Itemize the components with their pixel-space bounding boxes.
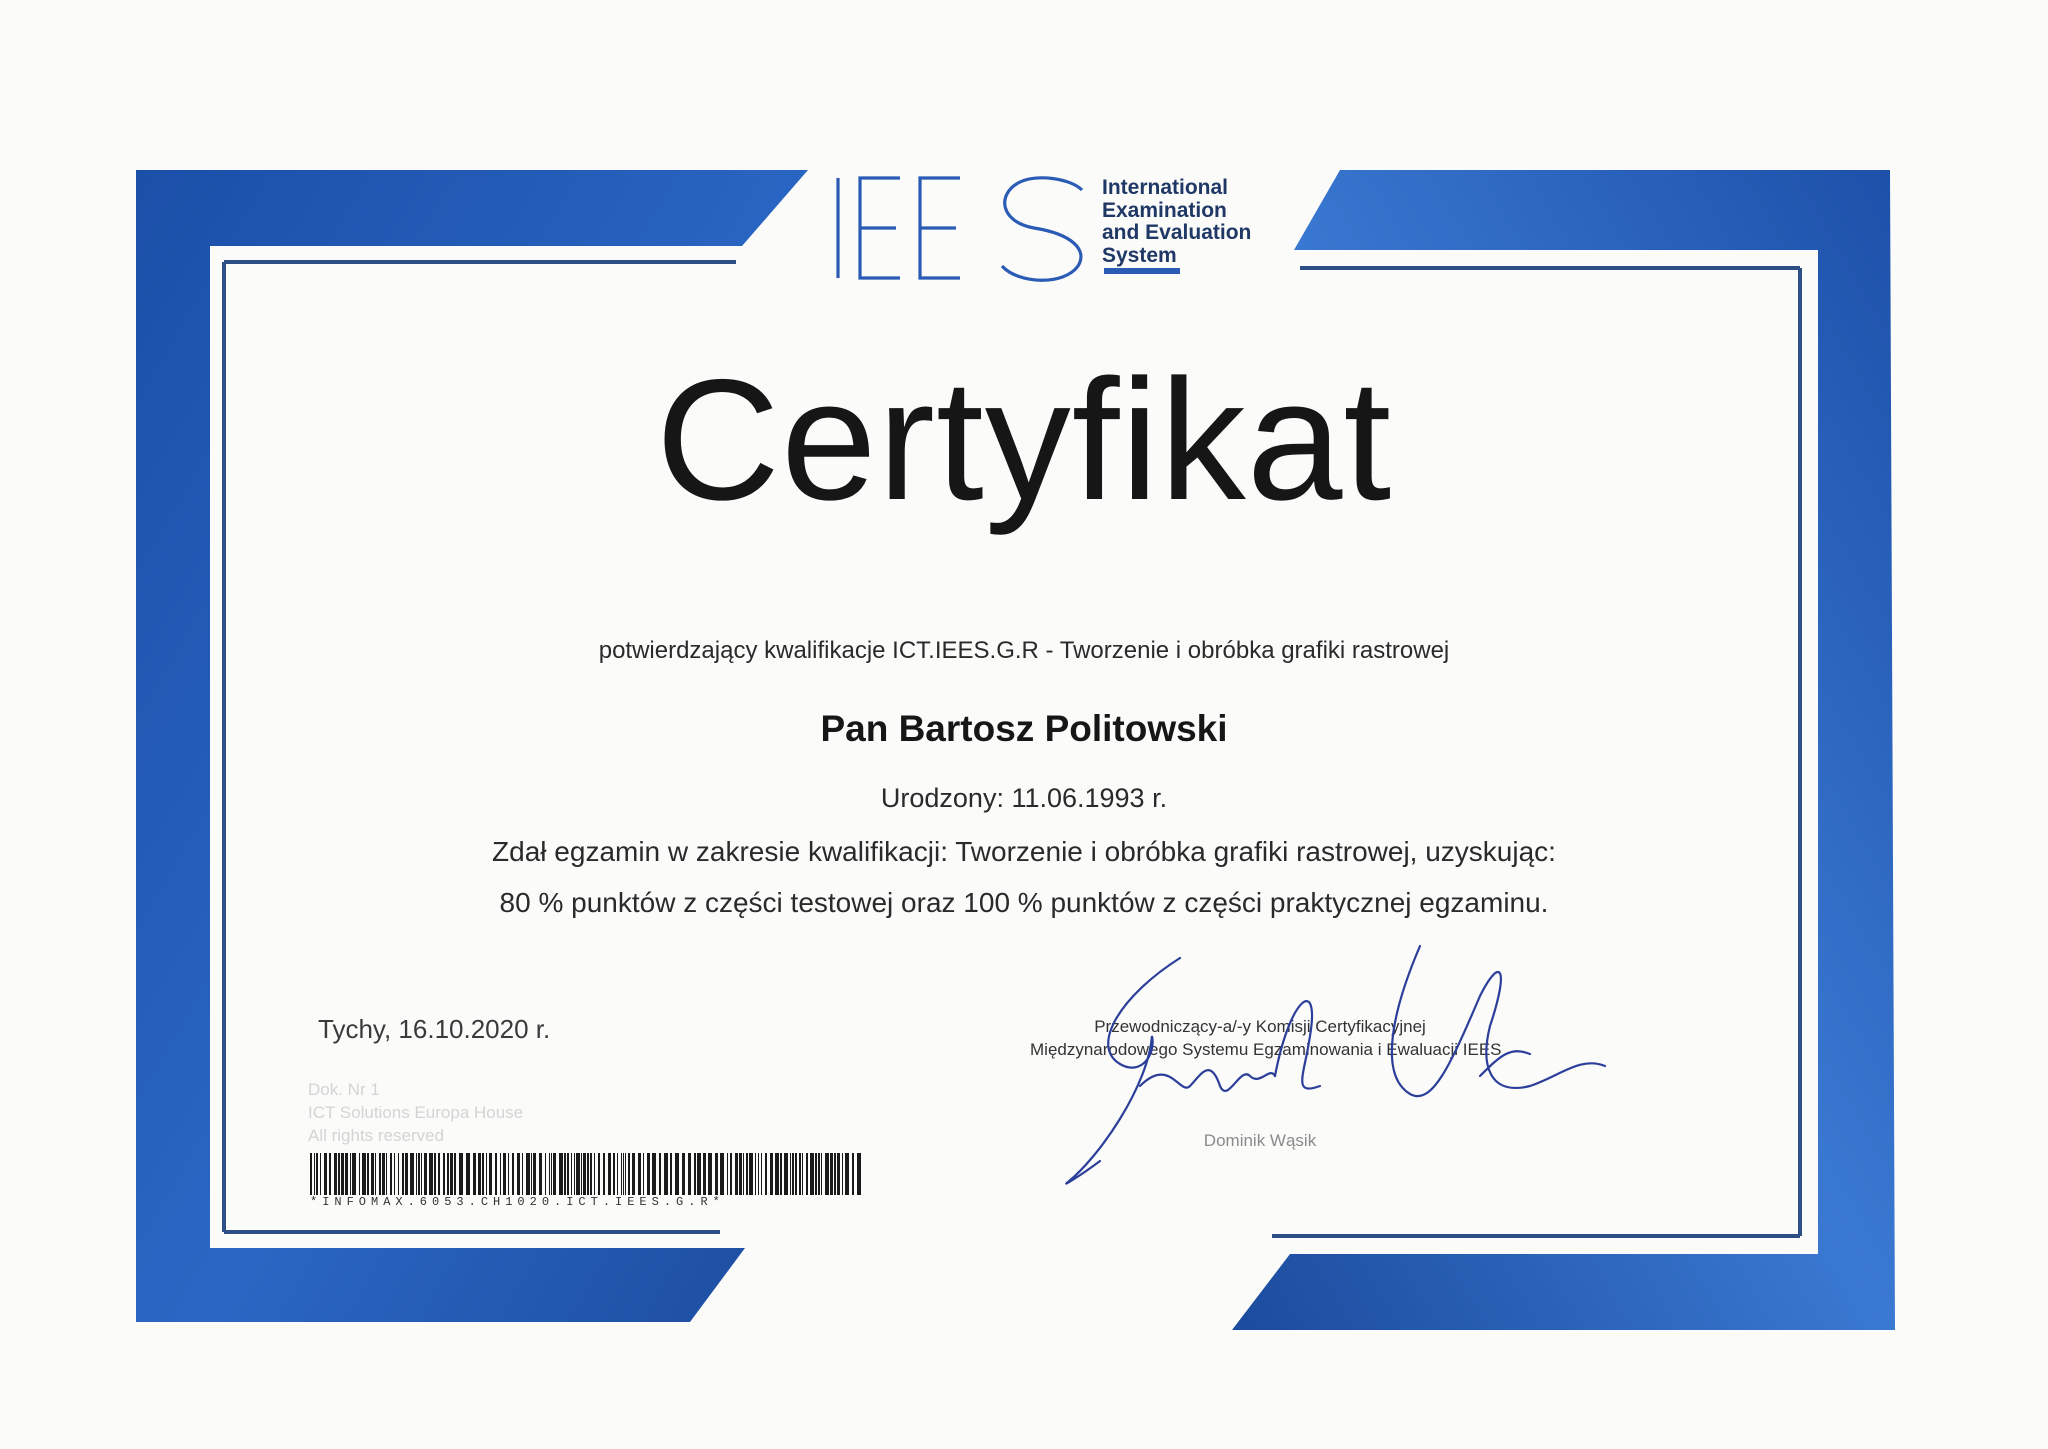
barcode-bar bbox=[802, 1153, 803, 1195]
barcode-bar bbox=[821, 1153, 822, 1195]
barcode-bar bbox=[478, 1153, 481, 1195]
barcode-bar bbox=[421, 1153, 422, 1195]
birth-date: Urodzony: 11.06.1993 r. bbox=[880, 783, 1168, 813]
faint-text-line: Dok. Nr 1 bbox=[308, 1080, 380, 1099]
barcode-bar bbox=[643, 1153, 644, 1195]
barcode-bar bbox=[694, 1153, 696, 1195]
barcode-bar bbox=[675, 1153, 679, 1195]
barcode-bar bbox=[454, 1153, 456, 1195]
barcode-bar bbox=[398, 1153, 399, 1195]
barcode-bar bbox=[362, 1153, 366, 1195]
barcode-bar bbox=[708, 1153, 712, 1195]
barcode-bar bbox=[795, 1153, 797, 1195]
barcode-bar bbox=[727, 1153, 728, 1195]
barcode-bar bbox=[459, 1153, 463, 1195]
faint-text-line: All rights reserved bbox=[308, 1126, 445, 1145]
barcode-bar bbox=[314, 1153, 315, 1195]
recipient-name: Pan Bartosz Politowski bbox=[820, 708, 1228, 749]
barcode-bar bbox=[371, 1153, 374, 1195]
barcode-bar bbox=[647, 1153, 650, 1195]
barcode-bar bbox=[567, 1153, 569, 1195]
barcode-bar bbox=[438, 1153, 440, 1195]
barcode-bar bbox=[571, 1153, 572, 1195]
barcode-bar bbox=[755, 1153, 756, 1195]
barcode-bar bbox=[621, 1153, 622, 1195]
barcode-bar bbox=[715, 1153, 718, 1195]
barcode-bar bbox=[503, 1153, 506, 1195]
certificate-title: Certyfikat bbox=[655, 344, 1393, 536]
barcode-bar bbox=[792, 1153, 794, 1195]
barcode-bar bbox=[495, 1153, 497, 1195]
barcode-bar bbox=[549, 1153, 550, 1195]
barcode-bar bbox=[857, 1153, 861, 1195]
barcode-bar bbox=[758, 1153, 759, 1195]
logo-line-1: International bbox=[1102, 176, 1229, 199]
barcode-bar bbox=[316, 1153, 318, 1195]
barcode-bar bbox=[652, 1153, 656, 1195]
barcode-bar bbox=[638, 1153, 641, 1195]
barcode-bar bbox=[799, 1153, 801, 1195]
barcode-bar bbox=[670, 1153, 672, 1195]
barcode-bar bbox=[564, 1153, 566, 1195]
barcode-bar bbox=[390, 1153, 392, 1195]
barcode-bar bbox=[405, 1153, 408, 1195]
logo-mark bbox=[838, 178, 1082, 280]
barcode-bar bbox=[594, 1153, 595, 1195]
barcode-bar bbox=[334, 1153, 337, 1195]
barcode-bar bbox=[533, 1153, 536, 1195]
barcode-bar bbox=[780, 1153, 782, 1195]
barcode-bar bbox=[697, 1153, 701, 1195]
barcode-bar bbox=[450, 1153, 453, 1195]
barcode-bar bbox=[512, 1153, 514, 1195]
qualification-subtitle: potwierdzający kwalifikacje ICT.IEES.G.R - Tworzenie i obróbka grafiki rastrowej bbox=[598, 637, 1450, 664]
barcode-bar bbox=[598, 1153, 600, 1195]
barcode-bar bbox=[434, 1153, 436, 1195]
barcode-bar bbox=[367, 1153, 369, 1195]
barcode-bar bbox=[770, 1153, 773, 1195]
commission-title-line-1: Przewodniczący-a/-y Komisji Certyfikacyjnej bbox=[1094, 1017, 1426, 1036]
barcode-bar bbox=[623, 1153, 624, 1195]
barcode-bar bbox=[443, 1153, 445, 1195]
barcode bbox=[310, 1153, 862, 1195]
barcode-bar bbox=[730, 1153, 732, 1195]
barcode-bar bbox=[551, 1153, 552, 1195]
barcode-bar bbox=[617, 1153, 618, 1195]
barcode-bar bbox=[818, 1153, 820, 1195]
barcode-bar bbox=[473, 1153, 476, 1195]
barcode-bar bbox=[386, 1153, 387, 1195]
barcode-bar bbox=[424, 1153, 427, 1195]
barcode-bar bbox=[539, 1153, 542, 1195]
barcode-bar bbox=[688, 1153, 691, 1195]
barcode-bar bbox=[703, 1153, 706, 1195]
barcode-bar bbox=[587, 1153, 589, 1195]
exam-scores: 80 % punktów z części testowej oraz 100 % punktów z części praktycznej egzaminu. bbox=[499, 887, 1549, 918]
barcode-bar bbox=[574, 1153, 575, 1195]
barcode-bar bbox=[749, 1153, 753, 1195]
logo-line-2: Examination bbox=[1102, 198, 1227, 222]
barcode-bar bbox=[341, 1153, 344, 1195]
barcode-bar bbox=[625, 1153, 626, 1195]
barcode-bar bbox=[429, 1153, 433, 1195]
barcode-bar bbox=[559, 1153, 563, 1195]
barcode-bar bbox=[590, 1153, 592, 1195]
commission-title-line-2: Międzynarodowego Systemu Egzaminowania i Ewaluacji IEES bbox=[1030, 1040, 1502, 1059]
barcode-bar bbox=[359, 1153, 360, 1195]
barcode-bar bbox=[628, 1153, 630, 1195]
barcode-bar bbox=[775, 1153, 779, 1195]
barcode-bar bbox=[500, 1153, 501, 1195]
barcode-bar bbox=[526, 1153, 530, 1195]
barcode-bar bbox=[329, 1153, 331, 1195]
barcode-bar bbox=[830, 1153, 833, 1195]
barcode-bar bbox=[739, 1153, 742, 1195]
faint-text-line: ICT Solutions Europa House bbox=[308, 1103, 524, 1122]
barcode-bar bbox=[394, 1153, 395, 1195]
barcode-bar bbox=[790, 1153, 791, 1195]
signer-name: Dominik Wąsik bbox=[1203, 1131, 1317, 1150]
barcode-bar bbox=[553, 1153, 556, 1195]
place-and-date: Tychy, 16.10.2020 r. bbox=[318, 1014, 551, 1044]
barcode-bar bbox=[447, 1153, 449, 1195]
barcode-bar bbox=[603, 1153, 605, 1195]
barcode-bar bbox=[379, 1153, 381, 1195]
logo-underline bbox=[1104, 268, 1180, 274]
barcode-bar bbox=[581, 1153, 582, 1195]
handwritten-signature bbox=[1060, 936, 1630, 1196]
barcode-bar bbox=[837, 1153, 840, 1195]
barcode-bar bbox=[418, 1153, 420, 1195]
barcode-bar bbox=[632, 1153, 635, 1195]
barcode-bar bbox=[320, 1153, 321, 1195]
barcode-bar bbox=[806, 1153, 808, 1195]
barcode-bar bbox=[784, 1153, 788, 1195]
barcode-bar bbox=[613, 1153, 615, 1195]
barcode-bar bbox=[508, 1153, 509, 1195]
barcode-bar bbox=[352, 1153, 356, 1195]
exam-statement: Zdał egzamin w zakresie kwalifikacji: Tworzenie i obróbka grafiki rastrowej, uzyskując: bbox=[492, 836, 1556, 867]
barcode-bar bbox=[815, 1153, 817, 1195]
barcode-bar bbox=[664, 1153, 668, 1195]
barcode-bar bbox=[410, 1153, 414, 1195]
barcode-bar bbox=[482, 1153, 484, 1195]
barcode-bar bbox=[852, 1153, 854, 1195]
logo-line-4: System bbox=[1102, 243, 1177, 267]
barcode-bar bbox=[350, 1153, 351, 1195]
barcode-bar bbox=[761, 1153, 762, 1195]
barcode-bar bbox=[720, 1153, 724, 1195]
barcode-bar bbox=[466, 1153, 470, 1195]
barcode-bar bbox=[517, 1153, 520, 1195]
barcode-bar bbox=[834, 1153, 836, 1195]
barcode-bar bbox=[338, 1153, 340, 1195]
barcode-bar bbox=[522, 1153, 523, 1195]
barcode-bar bbox=[825, 1153, 829, 1195]
barcode-bar bbox=[531, 1153, 532, 1195]
barcode-bar bbox=[608, 1153, 611, 1195]
barcode-bar bbox=[743, 1153, 744, 1195]
barcode-bar bbox=[345, 1153, 348, 1195]
barcode-bar bbox=[324, 1153, 327, 1195]
barcode-bar bbox=[486, 1153, 487, 1195]
barcode-bar bbox=[810, 1153, 814, 1195]
barcode-bar bbox=[416, 1153, 417, 1195]
barcode-bar bbox=[375, 1153, 376, 1195]
barcode-bar bbox=[659, 1153, 661, 1195]
barcode-bar bbox=[735, 1153, 738, 1195]
barcode-bar bbox=[489, 1153, 492, 1195]
barcode-bar bbox=[382, 1153, 385, 1195]
logo-wordmark bbox=[1102, 177, 1251, 267]
barcode-bar bbox=[765, 1153, 767, 1195]
barcode-text: *INFOMAX.6053.CH1020.ICT.IEES.G.R* bbox=[310, 1195, 725, 1209]
barcode-bar bbox=[402, 1153, 404, 1195]
barcode-bar bbox=[842, 1153, 843, 1195]
barcode-bar bbox=[583, 1153, 586, 1195]
barcode-bar bbox=[576, 1153, 580, 1195]
barcode-bar bbox=[682, 1153, 685, 1195]
barcode-bar bbox=[310, 1153, 312, 1195]
logo-line-3: and Evaluation bbox=[1102, 221, 1252, 244]
barcode-bar bbox=[845, 1153, 849, 1195]
barcode-bar bbox=[746, 1153, 748, 1195]
barcode-bar bbox=[545, 1153, 546, 1195]
